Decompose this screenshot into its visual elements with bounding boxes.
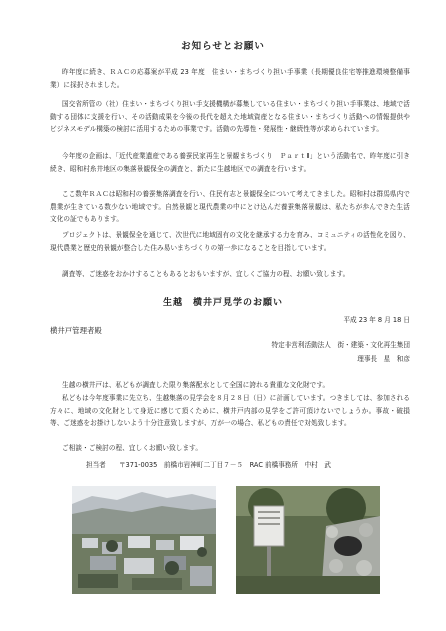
notice-paragraph-2: 国交省所管の（社）住まい・まちづくり担い手支援機構が募集している住まい・まちづくり担い手事業は、地域で活動する団体に支援を行い、その活動成果を今後の長代を超えた地域資産となる住まい・まちづくり活動への情報提供やビジネスモデル構築の検討に活用するための事業です。活動の先導性・発展性・継続性等が求められています。 — [50, 100, 410, 133]
notice-paragraph-1: 昨年度に続き、ＲＡＣの応募案が平成 23 年度 住まい・まちづくり担い手事業（長期優良住宅等推進環境整備事業）に採択されました。 — [50, 68, 410, 89]
contact-line: 担当者 〒371-0035 前橋市岩神町二丁目７－５ RAC 前橋事務所 中村 武 — [86, 461, 331, 469]
notice-paragraph-4: ここ数年ＲＡＣは昭和村の養蚕集落調査を行い、住民有志と景観保全について考えてきました。昭和村は群馬県内で農業が生きている数少ない地域です。自然景観と現代農業の中にとけ込んだ養蚕集落景観は、私たちが歩んできた生活文化の証でもあります。 — [50, 190, 410, 223]
notice-paragraph-3: 今年度の企画は、「近代産業遺産である養蚕民家再生と景観まちづくり ＰａｒｔⅡ」という活動名で、昨年度に引き続き、昭和村糸井地区の集落景観保全の調査と、新たに生越地区での調査を行います。 — [50, 152, 410, 173]
request-paragraph-3: ご相談・ご検討の程、宜しくお願い致します。 — [62, 444, 203, 452]
request-date: 平成 23 年 8 月 18 日 — [343, 316, 410, 324]
request-paragraph-2: 私どもは今年度事業に先立ち、生越集落の見学会を８月２８日（日）に計画しています。つきましては、参加される方々に、地域の文化財として身近に感じて頂くために、横井戸内部の見学をご許可頂けないでしょうか。事故・破損等、ご迷惑をお掛けしないよう十分注意致しますが、万が一の場合、私どもの責任で対処致します。 — [50, 394, 410, 427]
sender-organization: 特定非営利活動法人 街・建築・文化再生集団 — [271, 341, 410, 349]
notice-paragraph-5: プロジェクトは、景観保全を通じて、次世代に地域固有の文化を継承する力を育み、コミュニティの活性化を図り、現代農業と歴史的景観が整合した住み易いまちづくりの第一歩になることを目指しています。 — [50, 231, 410, 252]
village-landscape-photo — [72, 486, 216, 594]
request-title: 生越 横井戸見学のお願い — [162, 298, 283, 308]
request-paragraph-1: 生越の横井戸は、私どもが調査した限り集落配水として全国に誇れる貴重な文化財です。 — [62, 381, 330, 389]
well-entrance-photo — [236, 486, 380, 594]
notice-title: お知らせとお願い — [181, 41, 265, 52]
request-addressee: 横井戸管理者殿 — [50, 326, 102, 335]
sender-person: 理事長 星 和彦 — [357, 355, 410, 363]
notice-paragraph-6: 調査等、ご迷惑をおかけすることもあるとおもいますが、宜しくご協力の程、お願い致します。 — [62, 270, 350, 278]
